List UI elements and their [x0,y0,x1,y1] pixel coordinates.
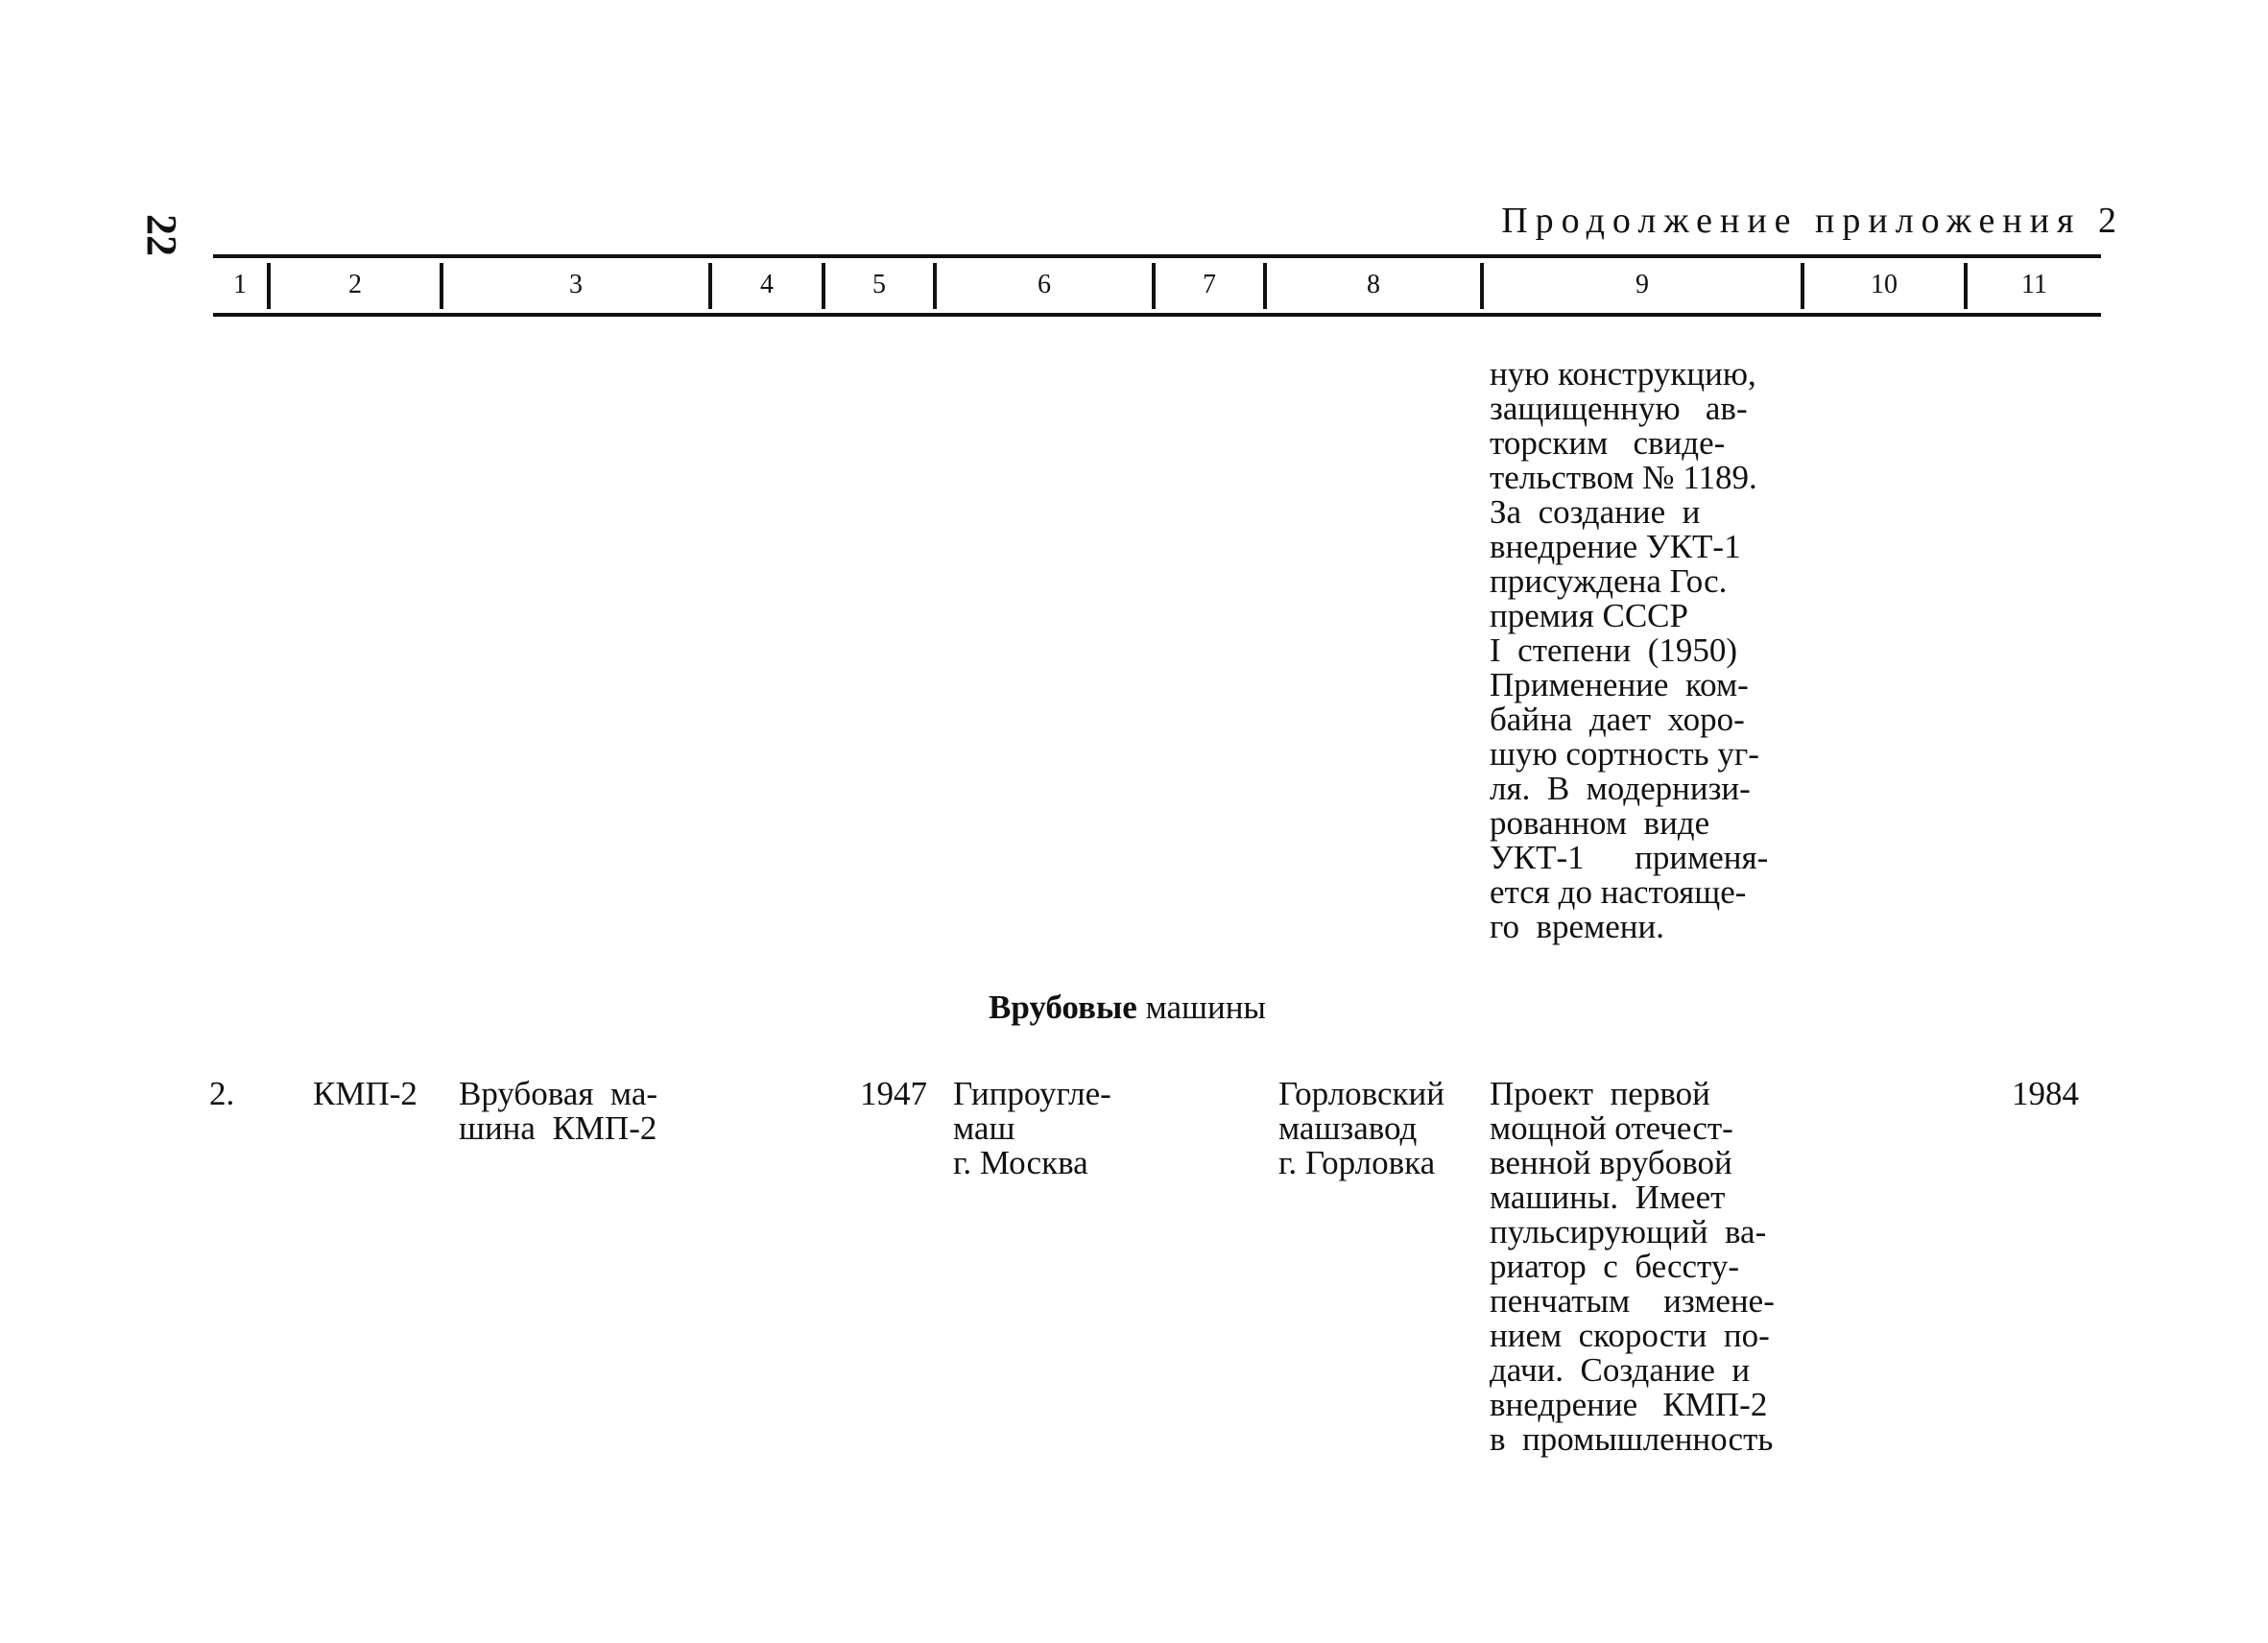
row-year: 1947 [860,1075,927,1112]
continuation-heading: Продолжение приложения 2 [1501,201,2124,241]
column-number-11: 11 [2021,270,2047,299]
header-rule-bottom [213,313,2101,317]
section-title [989,988,1266,1027]
section-title-rest: машины [1145,988,1266,1026]
row-col11-year: 1984 [2012,1075,2079,1112]
column-number-9: 9 [1635,270,1649,299]
row-designer: Гипроугле- маш г. Москва [953,1075,1111,1181]
column-number-6: 6 [1038,270,1051,299]
column-number-3: 3 [569,270,583,299]
column-number-10: 10 [1871,270,1898,299]
column-number-8: 8 [1367,270,1380,299]
row-description: Проект первой мощной отечест- венной врубовой машины. Имеет пульсирующий ва- риатор с бессту- пенчатым измене- нием скорости по- дачи. Создание и внедрение КМП-2 в промышленность [1490,1075,1775,1458]
row-code: КМП-2 [313,1075,418,1112]
continued-note-col9: ную конструкцию, защищенную ав- торским свиде- тельством № 1189. За создание и внедрение УКТ-1 присуждена Гос. премия СССР I степени (1950) Применение ком- байна дает хоро- шую сортность уг- ля. В модернизи- рованном виде УКТ-1 применя- ется до настояще- го времени. [1490,355,1769,945]
column-number-5: 5 [872,270,886,299]
row-number: 2. [209,1075,235,1112]
row-name: Врубовая ма- шина КМП-2 [459,1075,658,1147]
column-number-1: 1 [233,270,247,299]
column-number-7: 7 [1203,270,1216,299]
column-number-4: 4 [760,270,774,299]
page-number: 22 [138,214,185,256]
section-title-bold: Врубовые [989,988,1137,1026]
row-manufacturer: Горловский машзавод г. Горловка [1278,1075,1444,1181]
column-number-2: 2 [348,270,362,299]
